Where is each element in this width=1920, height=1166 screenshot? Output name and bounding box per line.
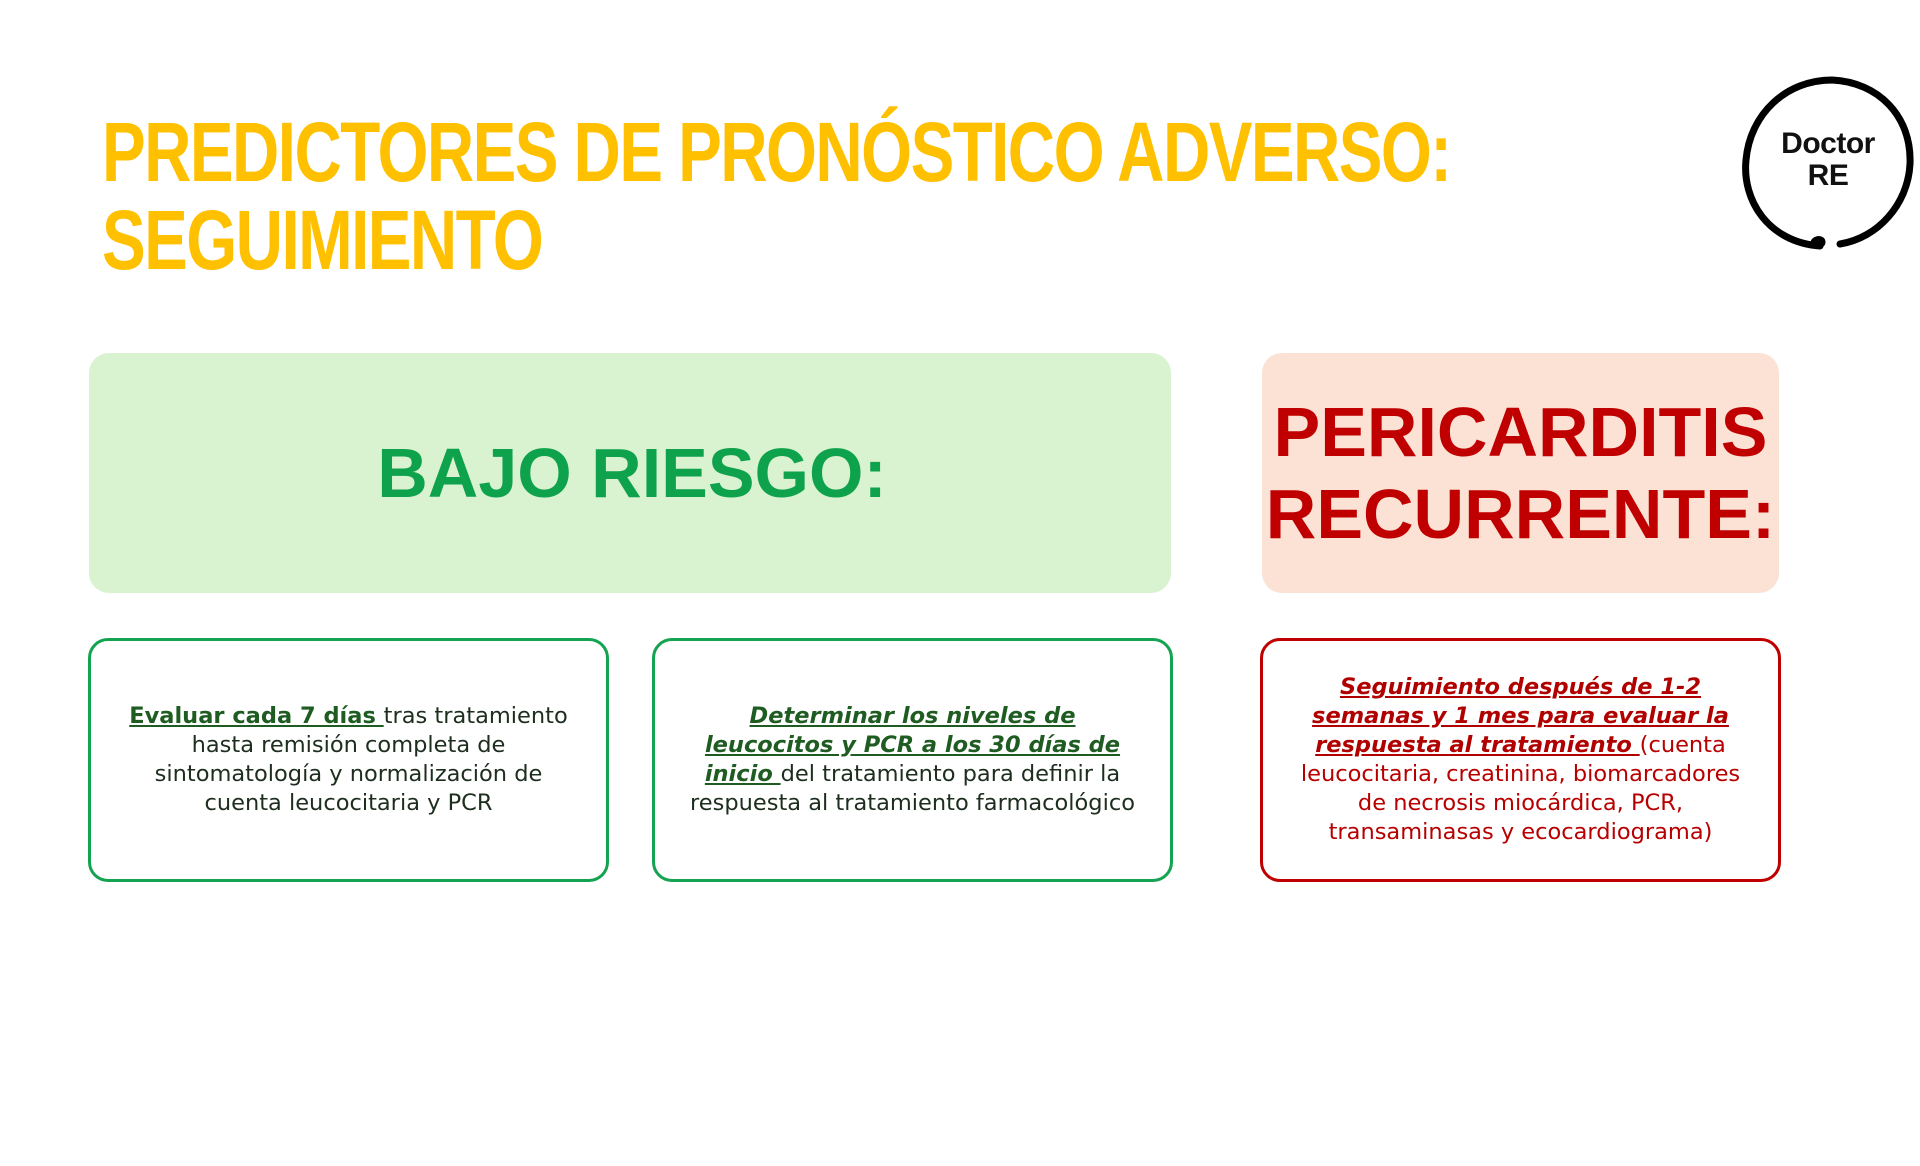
recurrent-heading-line-1: PERICARDITIS	[1273, 393, 1768, 471]
low-risk-heading: BAJO RIESGO:	[377, 434, 887, 512]
card-emphasis: Evaluar cada 7 días	[129, 703, 384, 729]
low-risk-banner	[89, 353, 1171, 593]
card-body: tras tratamiento hasta remisión completa de sintomatología y normalización de cuenta leucocitaria y PCR	[154, 703, 568, 816]
card-body: del tratamiento para definir la respuesta al tratamiento farmacológico	[690, 761, 1135, 816]
page-title-line-2: SEGUIMIENTO	[102, 193, 543, 287]
recurrent-heading	[1266, 391, 1775, 555]
page-title-line-1: PREDICTORES DE PRONÓSTICO ADVERSO:	[102, 105, 1451, 199]
page-title	[102, 105, 1451, 287]
doctor-re-logo	[1738, 72, 1918, 252]
logo-line-2: RE	[1807, 159, 1849, 192]
card-text	[1291, 673, 1750, 847]
card-text	[683, 702, 1142, 818]
card-body: (cuenta leucocitaria, creatinina, biomarcadores de necrosis miocárdica, PCR, transaminasas y ecocardiograma)	[1300, 732, 1741, 845]
recurrent-heading-line-2: RECURRENTE:	[1265, 475, 1776, 553]
low-risk-card-labs	[652, 638, 1173, 882]
card-text	[119, 702, 578, 818]
logo-line-1: Doctor	[1781, 127, 1875, 160]
recurrent-card-followup	[1260, 638, 1781, 882]
logo-text	[1738, 128, 1918, 192]
card-emphasis: Determinar los niveles de leucocitos y PCR a los 30 días de inicio	[704, 703, 1121, 787]
recurrent-pericarditis-banner	[1262, 353, 1779, 593]
low-risk-card-evaluation	[88, 638, 609, 882]
card-emphasis: Seguimiento después de 1-2 semanas y 1 mes para evaluar la respuesta al tratamiento	[1312, 674, 1729, 758]
